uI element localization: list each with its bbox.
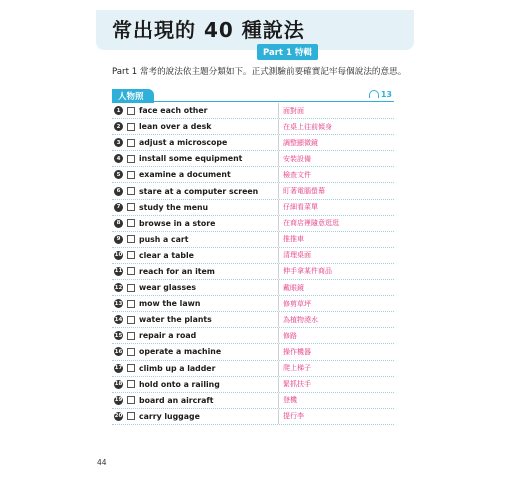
section-header xyxy=(112,90,394,102)
chinese-meaning: 推推車 xyxy=(278,232,394,247)
table-row xyxy=(112,183,394,199)
checkbox[interactable] xyxy=(127,267,135,275)
english-phrase: push a cart xyxy=(139,234,189,244)
chinese-meaning: 面對面 xyxy=(278,103,394,118)
chinese-meaning: 為植物澆水 xyxy=(278,312,394,327)
checkbox[interactable] xyxy=(127,187,135,195)
english-phrase: climb up a ladder xyxy=(139,363,216,373)
item-number: 3 xyxy=(114,138,123,147)
item-number: 11 xyxy=(114,268,123,275)
item-number: 18 xyxy=(114,381,123,388)
item-number: 9 xyxy=(114,235,123,244)
chinese-meaning: 戴眼鏡 xyxy=(278,280,394,295)
chinese-meaning: 修路 xyxy=(278,328,394,343)
checkbox[interactable] xyxy=(127,251,135,259)
chinese-meaning: 修剪草坪 xyxy=(278,296,394,311)
table-row xyxy=(112,232,394,248)
phrase-table xyxy=(112,103,394,425)
table-row xyxy=(112,312,394,328)
english-phrase: hold onto a railing xyxy=(139,379,220,389)
table-row xyxy=(112,103,394,119)
table-row xyxy=(112,361,394,377)
chinese-meaning: 盯著電腦螢幕 xyxy=(278,183,394,198)
chinese-meaning: 在商店裡隨意逛逛 xyxy=(278,216,394,231)
english-phrase: clear a table xyxy=(139,250,194,260)
item-number: 1 xyxy=(114,106,123,115)
english-phrase: examine a document xyxy=(139,170,231,180)
checkbox[interactable] xyxy=(127,107,135,115)
checkbox[interactable] xyxy=(127,155,135,163)
table-row xyxy=(112,119,394,135)
table-row xyxy=(112,344,394,360)
english-phrase: operate a machine xyxy=(139,347,222,357)
track-number: 13 xyxy=(380,90,392,99)
table-row xyxy=(112,377,394,393)
checkbox[interactable] xyxy=(127,332,135,340)
item-number: 16 xyxy=(114,348,123,355)
checkbox[interactable] xyxy=(127,171,135,179)
table-row xyxy=(112,296,394,312)
table-row xyxy=(112,216,394,232)
chinese-meaning: 操作機器 xyxy=(278,344,394,359)
checkbox[interactable] xyxy=(127,380,135,388)
item-number: 13 xyxy=(114,300,123,307)
chinese-meaning: 登機 xyxy=(278,393,394,408)
english-phrase: mow the lawn xyxy=(139,299,201,309)
chinese-meaning: 爬上梯子 xyxy=(278,361,394,376)
item-number: 10 xyxy=(114,252,123,259)
page-number: 44 xyxy=(97,458,107,467)
checkbox[interactable] xyxy=(127,123,135,131)
english-phrase: face each other xyxy=(139,106,208,116)
chinese-meaning: 檢查文件 xyxy=(278,167,394,182)
chinese-meaning: 仔細看菜單 xyxy=(278,200,394,215)
checkbox[interactable] xyxy=(127,139,135,147)
item-number: 5 xyxy=(114,170,123,179)
english-phrase: wear glasses xyxy=(139,283,197,293)
english-phrase: install some equipment xyxy=(139,154,243,164)
english-phrase: water the plants xyxy=(139,315,212,325)
checkbox[interactable] xyxy=(127,203,135,211)
chinese-meaning: 在桌上往前傾身 xyxy=(278,119,394,134)
english-phrase: reach for an item xyxy=(139,266,215,276)
item-number: 8 xyxy=(114,219,123,228)
english-phrase: board an aircraft xyxy=(139,395,214,405)
item-number: 7 xyxy=(114,203,123,212)
checkbox[interactable] xyxy=(127,316,135,324)
table-row xyxy=(112,151,394,167)
table-row xyxy=(112,248,394,264)
english-phrase: carry luggage xyxy=(139,411,200,421)
english-phrase: lean over a desk xyxy=(139,122,212,132)
table-row xyxy=(112,393,394,409)
item-number: 2 xyxy=(114,122,123,131)
english-phrase: stare at a computer screen xyxy=(139,186,259,196)
section-label: 人物照 xyxy=(112,89,154,103)
checkbox[interactable] xyxy=(127,412,135,420)
checkbox[interactable] xyxy=(127,284,135,292)
checkbox[interactable] xyxy=(127,300,135,308)
table-row xyxy=(112,200,394,216)
table-row xyxy=(112,264,394,280)
item-number: 19 xyxy=(114,397,123,404)
table-row xyxy=(112,135,394,151)
checkbox[interactable] xyxy=(127,219,135,227)
item-number: 15 xyxy=(114,332,123,339)
item-number: 4 xyxy=(114,154,123,163)
table-row xyxy=(112,167,394,183)
audio-track[interactable] xyxy=(369,90,392,99)
chinese-meaning: 提行李 xyxy=(278,409,394,424)
english-phrase: browse in a store xyxy=(139,218,216,228)
chinese-meaning: 緊抓扶手 xyxy=(278,377,394,392)
table-row xyxy=(112,409,394,425)
english-phrase: repair a road xyxy=(139,331,197,341)
chinese-meaning: 安裝設備 xyxy=(278,151,394,166)
checkbox[interactable] xyxy=(127,364,135,372)
chinese-meaning: 調整顯微鏡 xyxy=(278,135,394,150)
item-number: 20 xyxy=(114,413,123,420)
chinese-meaning: 伸手拿某件商品 xyxy=(278,264,394,279)
item-number: 12 xyxy=(114,284,123,291)
table-row xyxy=(112,280,394,296)
item-number: 14 xyxy=(114,316,123,323)
english-phrase: adjust a microscope xyxy=(139,138,228,148)
item-number: 6 xyxy=(114,187,123,196)
english-phrase: study the menu xyxy=(139,202,209,212)
headphones-icon xyxy=(369,90,379,98)
checkbox[interactable] xyxy=(127,235,135,243)
item-number: 17 xyxy=(114,365,123,372)
checkbox[interactable] xyxy=(127,348,135,356)
part-tag: Part 1 特輯 xyxy=(257,44,318,60)
table-row xyxy=(112,328,394,344)
page-title: 常出現的 40 種說法 xyxy=(112,18,305,42)
intro-text: Part 1 常考的說法依主題分類如下。正式測驗前要確實記牢每個說法的意思。 xyxy=(112,67,407,77)
chinese-meaning: 清理桌面 xyxy=(278,248,394,263)
checkbox[interactable] xyxy=(127,396,135,404)
